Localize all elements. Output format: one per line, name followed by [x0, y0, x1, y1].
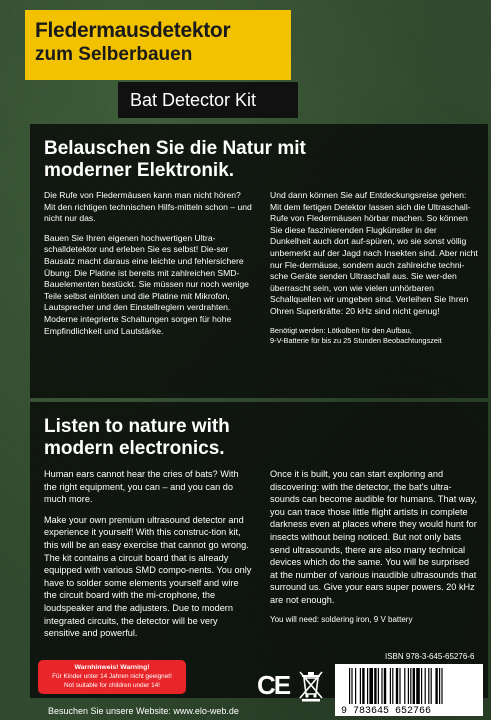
german-right-column [270, 190, 478, 346]
barcode-bar [441, 668, 442, 704]
barcode-bar [421, 668, 422, 704]
german-paragraph: Und dann können Sie auf Entdeckungsreise gehen: Mit dem fertigen Detektor lassen sich die Ultraschall-Rufe von Fledermäusen hörbar machen. So können Sie diese faszinierenden Flugkünstler in der Dunkelheit auch dort auf-spüren, wo sie sonst völlig unbemerkt auf der Jagd nach Insekten sind. Aber nicht nur Fle-dermäuse, sondern auch zahlreiche techni-sche Geräte senden Ultraschall aus. Sie wer-den überrascht sein, von wie vielen unhörbaren Schallquellen wir umgeben sind. Verleihen Sie Ihren Ohren Superkräfte: 20 kHz sind nicht genug! [270, 190, 478, 316]
german-needed-line-2: 9-V-Batterie für bis zu 25 Stunden Beobachtungszeit [270, 335, 442, 345]
barcode-bar [413, 668, 415, 704]
barcode-bar [428, 668, 429, 704]
barcode-bar [399, 668, 400, 704]
barcode-bar [439, 668, 440, 704]
title-box [25, 10, 291, 80]
barcode-bar [431, 668, 432, 704]
barcode-bar [392, 668, 393, 704]
barcode-bar [381, 668, 382, 704]
english-heading-line-2: modern electronics. [44, 438, 225, 459]
title-line-2: zum Selberbauen [35, 44, 193, 65]
german-heading-line-2: moderner Elektronik. [44, 160, 235, 181]
barcode [335, 664, 483, 716]
barcode-bar [378, 668, 379, 704]
barcode-bar [416, 668, 420, 704]
german-panel [30, 124, 488, 398]
barcode-bar [408, 668, 409, 704]
barcode-bar [390, 668, 391, 704]
english-paragraph: Make your own premium ultrasound detector and experience it yourself! With this construc-tion kit, this will be an easy exercise that cannot go wrong. The kit contains a circuit board that is already equipped with various SMD compo-nents. You only have to solder some elements yourself and wire the circuit board with the mi-crophone, the loudspeaker and the adjusters. Due to modern integrated circuits, the detector will be very sensitive and powerful. [44, 514, 252, 639]
crossed-bin-icon [298, 668, 324, 702]
barcode-bar [374, 668, 376, 704]
german-paragraph: Die Rufe von Fledermäusen kann man nicht hören? Mit den richtigen technischen Hilfs-mitteln schon – und nicht nur das. [44, 190, 252, 224]
barcode-bars [335, 664, 483, 716]
barcode-bar [435, 668, 437, 704]
barcode-bar [384, 668, 386, 704]
barcode-bar [367, 668, 368, 704]
barcode-bar [404, 668, 405, 704]
warning-line-en: Not suitable for children under 14! [64, 682, 160, 689]
warning-title: Warnhinweis! Warning! [74, 664, 150, 671]
barcode-bar [425, 668, 426, 704]
subtitle: Bat Detector Kit [130, 90, 257, 110]
barcode-bar [360, 668, 361, 704]
barcode-bar [351, 668, 352, 704]
english-left-column [44, 468, 252, 648]
barcode-bar [355, 668, 356, 704]
barcode-bar [396, 668, 398, 704]
barcode-bar [362, 668, 364, 704]
warning-line-de: Für Kinder unter 14 Jahren nicht geeignet! [52, 673, 172, 680]
english-heading-line-1: Listen to nature with [44, 416, 230, 437]
german-needed-line-1: Benötigt werden: Lötkolben für den Aufbau, [270, 325, 412, 335]
warning-box [38, 660, 186, 694]
barcode-digits: 9 783645 652766 [341, 706, 432, 716]
german-heading [44, 138, 488, 182]
website-text: Besuchen Sie unsere Website: www.elo-web.de [48, 706, 239, 716]
ce-mark-icon: CE [257, 670, 290, 700]
isbn-text: ISBN 978-3-645-65276-6 [385, 652, 475, 661]
subtitle-box [118, 82, 298, 118]
english-paragraph: Human ears cannot hear the cries of bats? With the right equipment, you can – and you can do much more. [44, 469, 239, 505]
english-heading [44, 416, 488, 460]
english-paragraph: Once it is built, you can start exploring and discovering: with the detector, the bat's ultra-sounds can become audible for humans. That way, you can trace those little flight artists in complete darkness even at places where they would hunt for insects without being noticed. But not only bats send ultrasounds, there are also many technical devices which do the same. You will be surprised at the number of various inaudible ultrasounds that surround us. Give your ears super powers. 20 kHz are not enough. [270, 469, 478, 605]
barcode-bar [369, 668, 373, 704]
german-left-column [44, 190, 252, 345]
german-needed-note [270, 326, 478, 346]
english-right-column [270, 468, 478, 625]
english-needed-note: You will need: soldering iron, 9 V battery [270, 614, 413, 624]
title-line-1: Fledermausdetektor [35, 19, 231, 42]
barcode-bar [410, 668, 411, 704]
german-paragraph: Bauen Sie Ihren eigenen hochwertigen Ultra-schalldetektor und erleben Sie es selbst! Die-ser Bausatz macht daraus eine leichte und fehlersichere Übung: Die Platine ist bereits mit zahlreichen SMD-Bauelementen bestückt. Sie müssen nur noch wenige Teile selbst einlöten und die Platine mit Mikrofon, Lautsprecher und den Einstellreglern verdrahten. Moderne integrierte Schaltungen sorgen für hohe Empfindlichkeit und Lautstärke. [44, 232, 249, 336]
barcode-bar [349, 668, 350, 704]
german-heading-line-1: Belauschen Sie die Natur mit [44, 138, 306, 159]
